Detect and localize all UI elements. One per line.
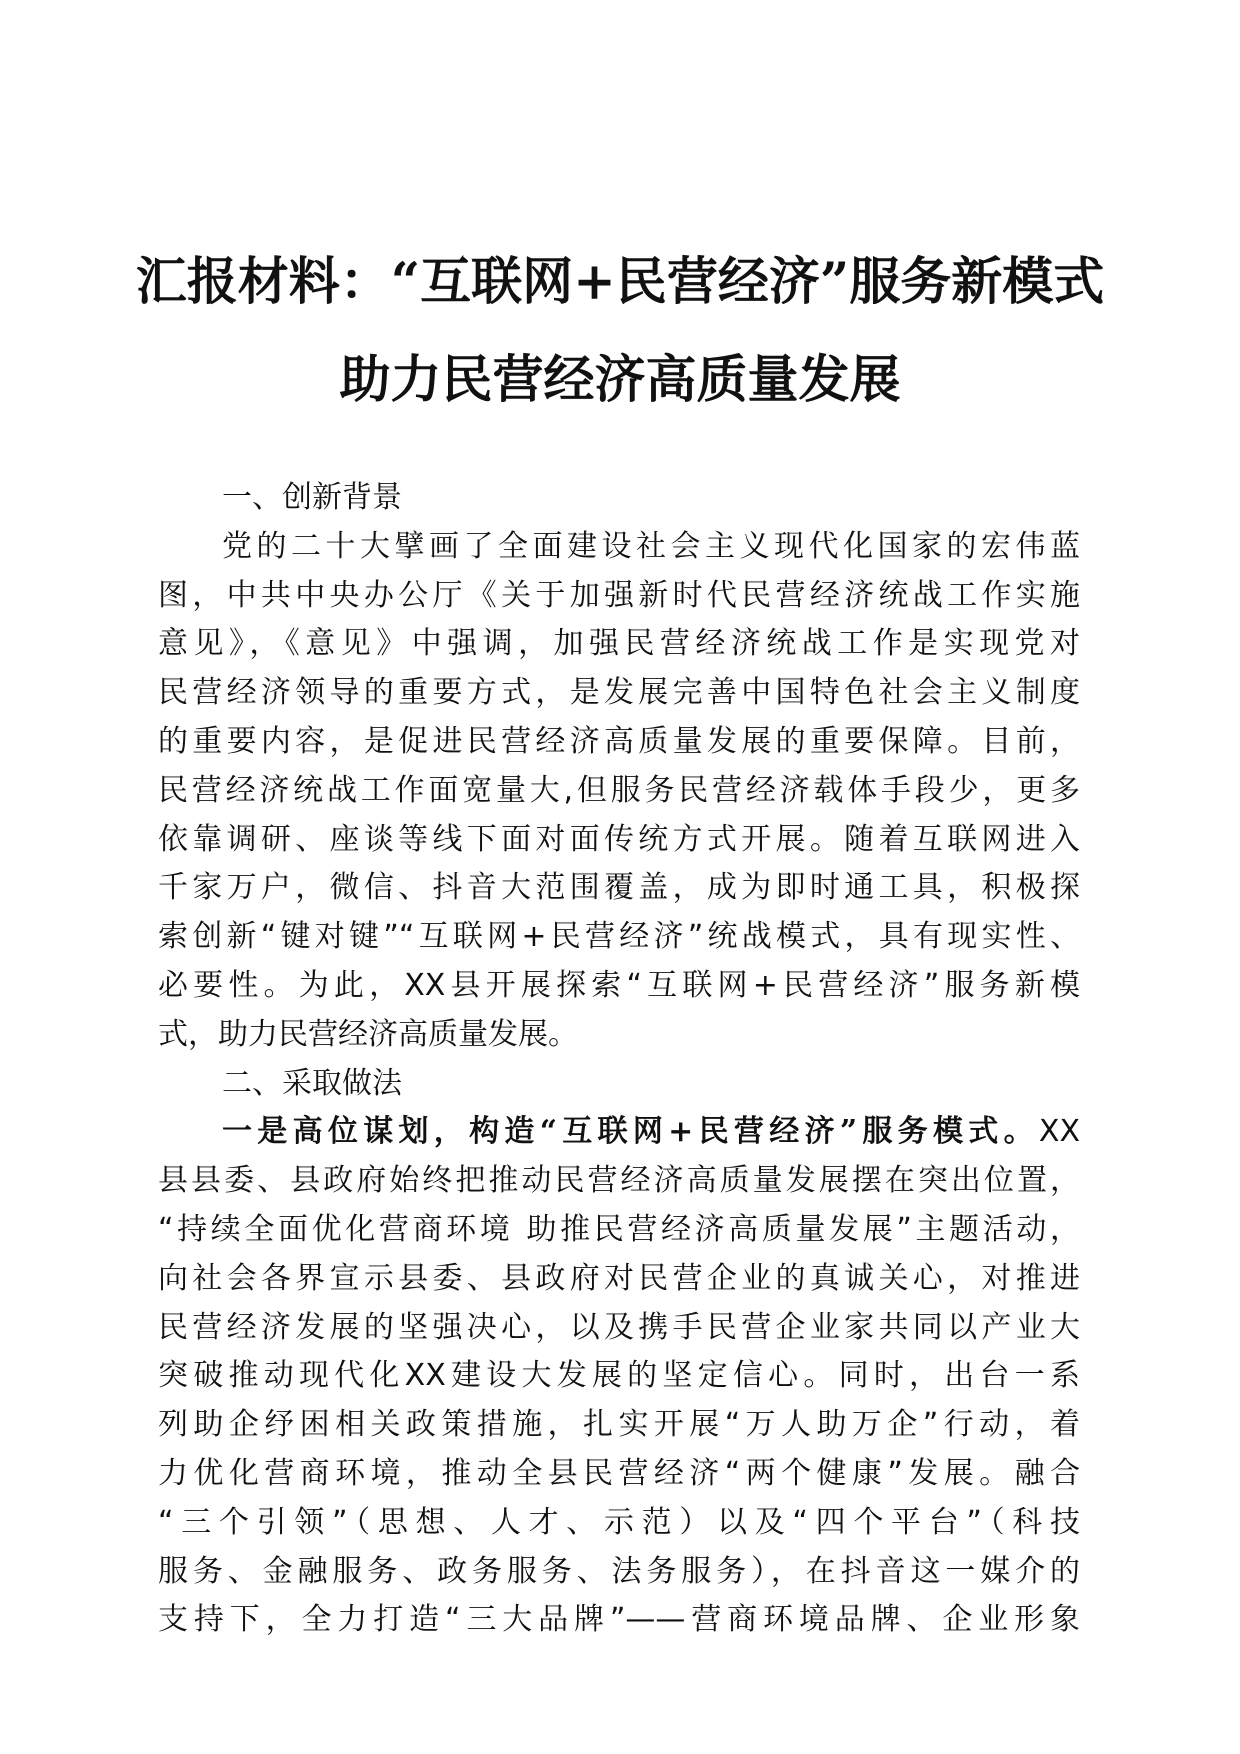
paragraph-line: 民营经济统战工作面宽量大,但服务民营经济载体手段少，更多 xyxy=(158,772,1080,808)
paragraph-line: 意见》，《意见》中强调，加强民营经济统战工作是实现党对 xyxy=(158,626,1080,662)
paragraph-line: “三个引领”（思想、人才、示范）以及“四个平台”（科技 xyxy=(158,1504,1080,1540)
paragraph-lead-rest: XX xyxy=(1038,1114,1080,1150)
paragraph-line: 千家万户，微信、抖音大范围覆盖，成为即时通工具，积极探 xyxy=(158,870,1080,906)
section-heading: 一、创新背景 xyxy=(222,480,402,515)
paragraph-line: 列助企纾困相关政策措施，扎实开展“万人助万企”行动，着 xyxy=(158,1407,1080,1443)
paragraph-line: 力优化营商环境，推动全县民营经济“两个健康”发展。融合 xyxy=(158,1455,1080,1491)
paragraph-line: 县县委、县政府始终把推动民营经济高质量发展摆在突出位置， xyxy=(158,1163,1080,1199)
paragraph-line: “持续全面优化营商环境 助推民营经济高质量发展”主题活动， xyxy=(158,1211,1080,1247)
paragraph-line: 必要性。为此，XX县开展探索“互联网+民营经济”服务新模 xyxy=(158,967,1080,1003)
paragraph-line: 索创新“键对键”“互联网+民营经济”统战模式，具有现实性、 xyxy=(158,919,1080,955)
paragraph-lead-line xyxy=(158,1108,1080,1157)
paragraph-line: 民营经济领导的重要方式，是发展完善中国特色社会主义制度 xyxy=(158,675,1080,711)
paragraph-line: 服务、金融服务、政务服务、法务服务），在抖音这一媒介的 xyxy=(158,1553,1080,1589)
section-heading: 二、采取做法 xyxy=(222,1065,402,1101)
paragraph-line: 向社会各界宣示县委、县政府对民营企业的真诚关心，对推进 xyxy=(158,1260,1080,1296)
paragraph-line: 式，助力民营经济高质量发展。 xyxy=(158,1016,578,1052)
document-title-line-1: 汇报材料：“互联网+民营经济”服务新模式 xyxy=(135,252,1105,312)
paragraph-line: 突破推动现代化XX建设大发展的坚定信心。同时，出台一系 xyxy=(158,1358,1080,1394)
document-title-line-2: 助力民营经济高质量发展 xyxy=(339,350,901,410)
paragraph-line: 图，中共中央办公厅《关于加强新时代民营经济统战工作实施 xyxy=(158,577,1080,613)
paragraph-line: 党的二十大擘画了全面建设社会主义现代化国家的宏伟蓝 xyxy=(222,528,1080,564)
paragraph-line: 的重要内容，是促进民营经济高质量发展的重要保障。目前， xyxy=(158,723,1080,759)
paragraph-line: 依靠调研、座谈等线下面对面传统方式开展。随着互联网进入 xyxy=(158,821,1080,857)
document-body xyxy=(158,474,1080,1645)
paragraph-lead-bold: 一是高位谋划，构造“互联网+民营经济”服务模式。 xyxy=(222,1114,1039,1150)
paragraph-line: 支持下，全力打造“三大品牌”——营商环境品牌、企业形象 xyxy=(158,1602,1080,1638)
paragraph-line: 民营经济发展的坚强决心，以及携手民营企业家共同以产业大 xyxy=(158,1309,1080,1345)
